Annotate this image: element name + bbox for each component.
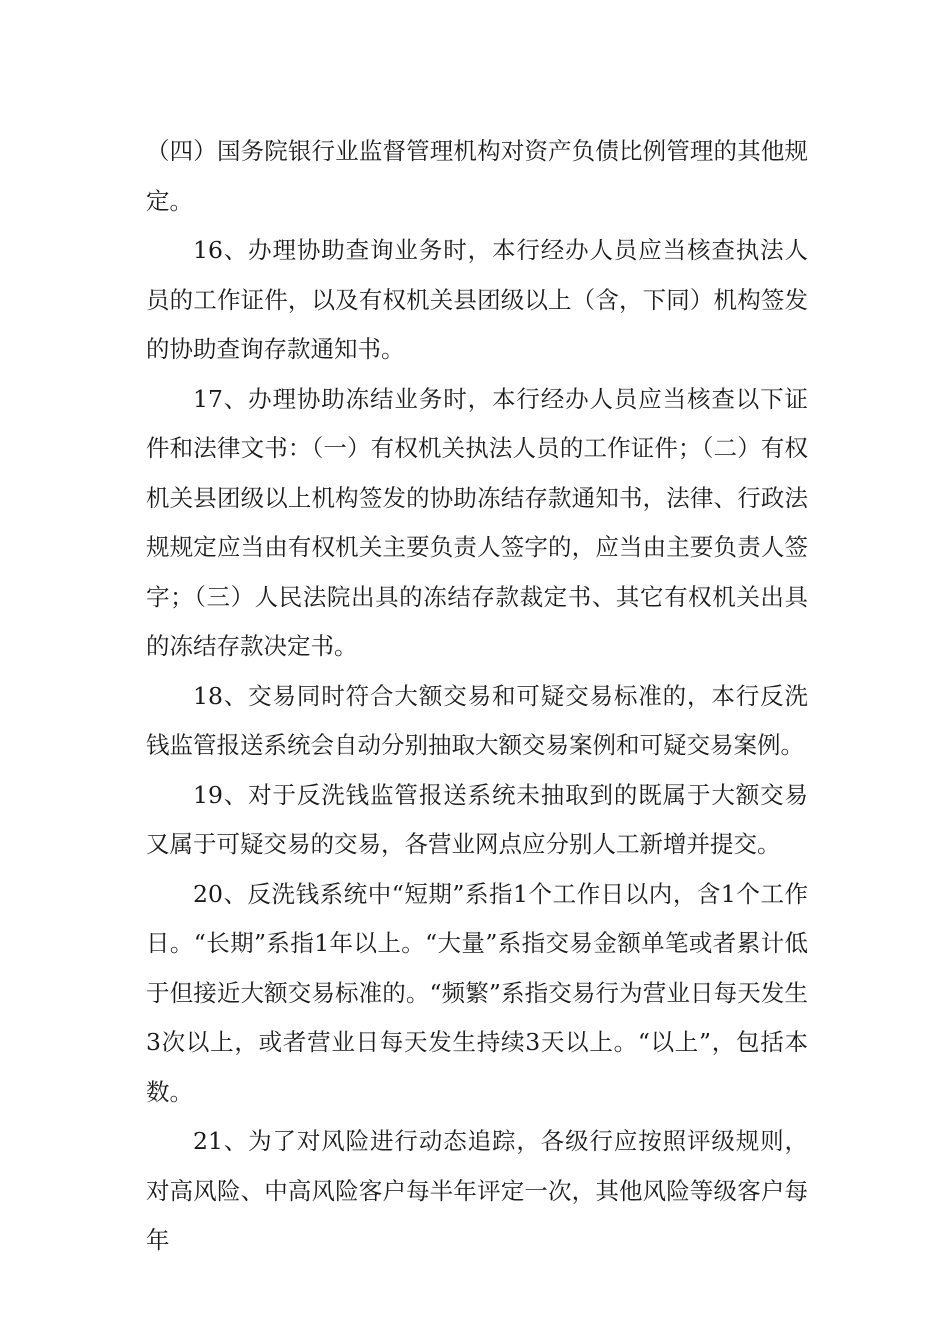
document-page [146,127,808,1266]
paragraph-17-assist-freeze: 17、办理协助冻结业务时，本行经办人员应当核查以下证件和法律文书：（一）有权机关执法人员的工作证件；（二）有权机关县团级以上机构签发的协助冻结存款通知书，法律、行政法规规定应当由有权机关主要负责人签字的，应当由主要负责人签字；（三）人民法院出具的冻结存款裁定书、其它有权机关出具的冻结存款决定书。 [146,384,808,660]
paragraph-21-risk-rating: 21、为了对风险进行动态追踪，各级行应按照评级规则，对高风险、中高风险客户每半年评定一次，其他风险等级客户每年 [146,1127,808,1254]
paragraph-20-definitions: 20、反洗钱系统中“短期”系指1个工作日以内，含1个工作日。“长期”系指1年以上。“大量”系指交易金额单笔或者累计低于但接近大额交易标准的。“频繁”系指交易行为营业日每天发生3次以上，或者营业日每天发生持续3天以上。“以上”，包括本数。 [146,879,808,1106]
paragraph-18-large-suspicious: 18、交易同时符合大额交易和可疑交易标准的，本行反洗钱监管报送系统会自动分别抽取大额交易案例和可疑交易案例。 [146,681,808,759]
paragraph-16-assist-inquiry: 16、办理协助查询业务时，本行经办人员应当核查执法人员的工作证件，以及有权机关县团级以上（含，下同）机构签发的协助查询存款通知书。 [146,236,808,363]
paragraph-asset-liability-rule: （四）国务院银行业监督管理机构对资产负债比例管理的其他规定。 [146,137,808,215]
paragraph-19-manual-submit: 19、对于反洗钱监管报送系统未抽取到的既属于大额交易又属于可疑交易的交易，各营业网点应分别人工新增并提交。 [146,780,808,858]
